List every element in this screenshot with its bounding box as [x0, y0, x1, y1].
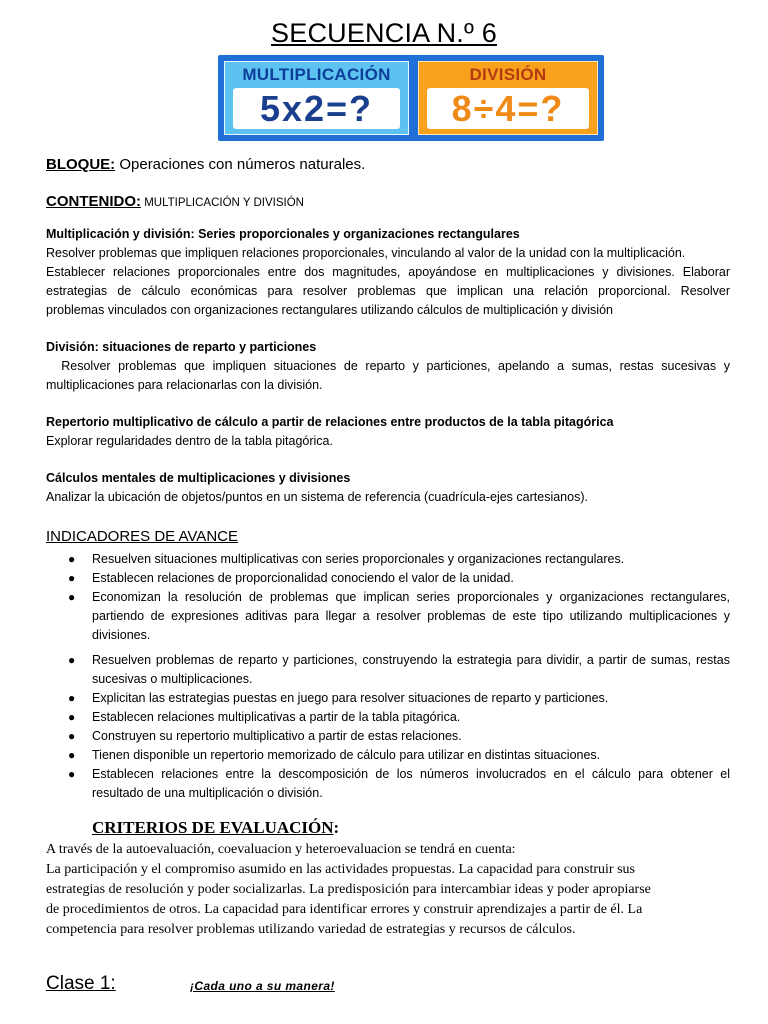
list-item — [46, 708, 730, 727]
list-item-text: Construyen su repertorio multiplicativo a partir de estas relaciones. — [92, 729, 462, 743]
bullet-icon: ● — [68, 710, 76, 724]
list-item-text: Resuelven situaciones multiplicativas con series proporcionales y organizaciones rectangulares. — [92, 552, 625, 566]
division-panel — [418, 61, 598, 135]
list-item-text: Establecen relaciones de proporcionalidad conociendo el valor de la unidad. — [92, 571, 514, 585]
list-item — [46, 727, 730, 746]
clase-subtitle: ¡Cada uno a su manera! — [190, 979, 335, 993]
page-title: SECUENCIA N.º 6 — [271, 18, 497, 48]
list-item — [46, 765, 730, 803]
section-text-line: Explorar regularidades dentro de la tabla pitagórica. — [46, 434, 333, 448]
criterios-line: estrategias de resolución y poder socializarlas. La predisposición para intercambiar ideas y poder apropiarse — [46, 882, 651, 897]
section-text-line: Establecer relaciones proporcionales entre dos magnitudes, apoyándose en multiplicaciones y divisiones. Elaborar — [46, 265, 730, 279]
section-text-line: Resolver problemas que impliquen situaciones de reparto y particiones, apelando a sumas, restas sucesivas y — [46, 359, 730, 373]
indicadores-heading: INDICADORES DE AVANCE — [46, 528, 238, 545]
contenido-text: MULTIPLICACIÓN Y DIVISIÓN — [141, 197, 304, 209]
section-heading: División: situaciones de reparto y particiones — [46, 340, 317, 354]
section-text-line: Resolver problemas que impliquen relaciones proporcionales, vinculando al valor de la unidad con la multiplicación. — [46, 246, 686, 260]
section-text-line: problemas vinculados con organizaciones rectangulares utilizando cálculos de multiplicación y división — [46, 303, 613, 317]
section-heading: Cálculos mentales de multiplicaciones y divisiones — [46, 471, 351, 485]
criterios-line: La participación y el compromiso asumido en las actividades propuestas. La capacidad para construir sus — [46, 862, 635, 877]
bullet-icon: ● — [68, 767, 76, 781]
contenido-line — [46, 192, 730, 213]
bullet-icon: ● — [68, 691, 76, 705]
contenido-label: CONTENIDO: — [46, 193, 141, 210]
criterios-heading-text: CRITERIOS DE EVALUACIÓN — [92, 818, 334, 837]
list-item-text: Establecen relaciones entre la descomposición de los números involucrados en el cálculo para obtener el resultado de una multiplicación o división. — [92, 767, 730, 800]
list-item — [46, 651, 730, 689]
multiplication-panel — [224, 61, 409, 135]
list-item-text: Establecen relaciones multiplicativas a partir de la tabla pitagórica. — [92, 710, 461, 724]
list-item — [46, 689, 730, 708]
clase-title: Clase 1: — [46, 973, 116, 994]
operations-banner — [218, 55, 604, 141]
section-heading: Multiplicación y división: Series proporcionales y organizaciones rectangulares — [46, 227, 520, 241]
bullet-icon: ● — [68, 571, 76, 585]
bullet-icon: ● — [68, 552, 76, 566]
bullet-icon: ● — [68, 590, 76, 604]
criterios-line: competencia para resolver problemas utilizando variedad de estrategias y recursos de cálculos. — [46, 922, 576, 937]
multiplication-equation: 5x2=? — [233, 88, 400, 129]
division-label: DIVISIÓN — [469, 65, 547, 84]
criterios-heading — [92, 818, 339, 838]
list-item-text: Explicitan las estrategias puestas en juego para resolver situaciones de reparto y particiones. — [92, 691, 609, 705]
list-item — [46, 588, 730, 645]
division-equation: 8÷4=? — [427, 88, 589, 129]
list-item — [46, 550, 730, 569]
list-item — [46, 746, 730, 765]
list-item-text: Economizan la resolución de problemas que implican series proporcionales y organizaciones rectangulares, partiendo de expresiones aditivas para llegar a resolver problemas de este tipo utilizando multiplicaciones y divisiones. — [92, 590, 730, 642]
bloque-line — [46, 155, 730, 174]
criterios-colon: : — [333, 818, 340, 837]
bullet-icon: ● — [68, 729, 76, 743]
indicadores-list — [46, 550, 730, 803]
criterios-line: A través de la autoevaluación, coevaluacion y heteroevaluacion se tendrá en cuenta: — [46, 842, 516, 857]
bullet-icon: ● — [68, 748, 76, 762]
multiplication-label: MULTIPLICACIÓN — [242, 65, 391, 84]
list-item-text: Tienen disponible un repertorio memorizado de cálculo para utilizar en distintas situaciones. — [92, 748, 601, 762]
bloque-label: BLOQUE: — [46, 156, 116, 173]
section-heading: Repertorio multiplicativo de cálculo a partir de relaciones entre productos de la tabla pitagórica — [46, 415, 614, 429]
list-item — [46, 569, 730, 588]
section-text-line: multiplicaciones para relacionarlas con la división. — [46, 378, 323, 392]
section-text-line: estrategias de cálculo económicas para resolver problemas que implican una relación proporcional. Resolver — [46, 284, 730, 298]
bullet-icon: ● — [68, 653, 76, 667]
section-text-line: Analizar la ubicación de objetos/puntos en un sistema de referencia (cuadrícula-ejes cartesianos). — [46, 490, 588, 504]
list-item-text: Resuelven problemas de reparto y particiones, construyendo la estrategia para dividir, a partir de sumas, restas sucesivas o multiplicaciones. — [92, 653, 730, 686]
criterios-line: de procedimientos de otros. La capacidad para identificar errores y construir aprendizajes a partir de él. La — [46, 902, 643, 917]
bloque-text: Operaciones con números naturales. — [115, 156, 366, 173]
